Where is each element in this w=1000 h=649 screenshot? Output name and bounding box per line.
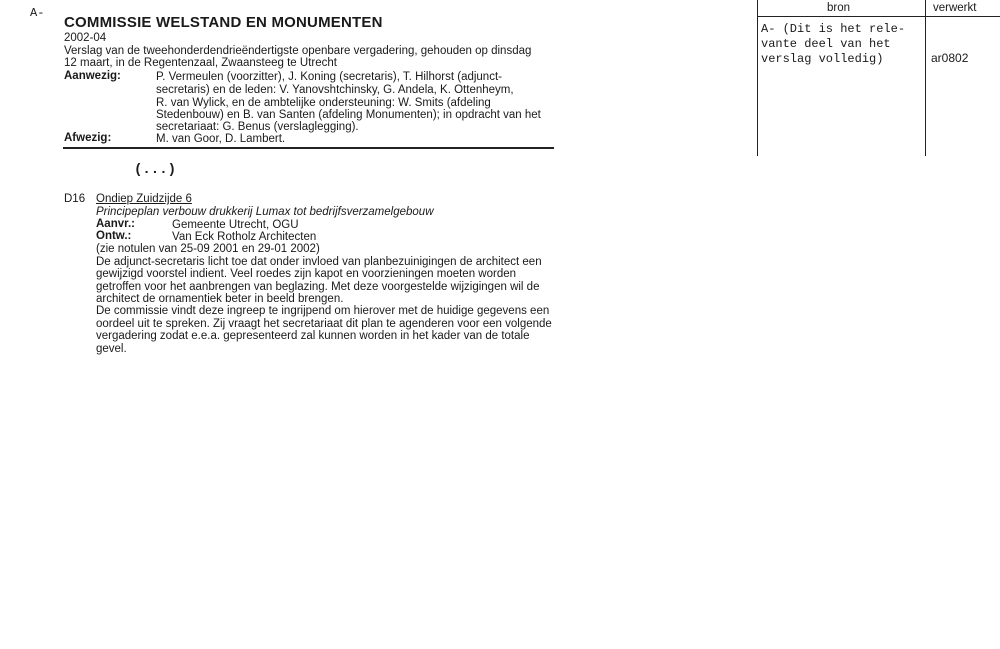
item-subject: Principeplan verbouw drukkerij Lumax tot bedrijfsverzamelgebouw — [96, 206, 434, 218]
source-table — [757, 0, 1000, 156]
processed-code: ar0802 — [931, 51, 969, 65]
designer-value: Van Eck Rotholz Architecten — [172, 231, 317, 243]
item-body-line-6: oordeel uit te spreken. Zij vraagt het secretariaat dit plan te agenderen voor een volgende — [96, 318, 552, 330]
meeting-summary-line-1: Verslag van de tweehonderdendrieëndertigste openbare vergadering, gehouden op dinsdag — [64, 45, 532, 57]
source-table-column-divider — [925, 0, 926, 156]
meeting-code: 2002-04 — [64, 32, 107, 44]
item-body-line-7: vergadering zodat e.e.a. gepresenteerd zal kunnen worden in het kader van de totale — [96, 330, 530, 342]
applicant-label: Aanvr.: — [96, 218, 135, 230]
document-title: COMMISSIE WELSTAND EN MONUMENTEN — [64, 14, 383, 31]
processed-column-header: verwerkt — [933, 2, 977, 14]
item-number: D16 — [64, 193, 86, 205]
absent-value: M. van Goor, D. Lambert. — [156, 133, 286, 145]
page-marker: A- — [30, 6, 45, 20]
item-body-line-3: getroffen voor het aanbrengen van beglazing. Met deze voorgestelde wijzigingen wil de — [96, 281, 540, 293]
source-note-line-2: vante deel van het — [761, 37, 891, 51]
absent-label: Afwezig: — [64, 132, 112, 144]
source-note-line-3: verslag volledig) — [761, 52, 884, 66]
present-line-2: secretaris) en de leden: V. Yanovshtchinsky, G. Andela, K. Ottenheym, — [156, 84, 514, 96]
source-column-header: bron — [827, 2, 851, 14]
applicant-value: Gemeente Utrecht, OGU — [172, 219, 299, 231]
item-body-line-5: De commissie vindt deze ingreep te ingrijpend om hierover met de huidige gegevens een — [96, 305, 550, 317]
source-table-header-divider — [757, 16, 1000, 17]
present-line-5: secretariaat: G. Benus (verslaglegging). — [156, 121, 359, 133]
source-note-line-1: A- (Dit is het rele- — [761, 22, 906, 36]
source-table-left-border — [757, 0, 758, 156]
item-body-line-8: gevel. — [96, 343, 127, 355]
item-reference: (zie notulen van 25-09 2001 en 29-01 2002) — [96, 243, 320, 255]
designer-label: Ontw.: — [96, 230, 132, 242]
present-line-1: P. Vermeulen (voorzitter), J. Koning (secretaris), T. Hilhorst (adjunct- — [156, 71, 502, 83]
item-body-line-4: architect de ornamentiek beter in beeld brengen. — [96, 293, 344, 305]
meeting-summary-line-2: 12 maart, in de Regentenzaal, Zwaansteeg te Utrecht — [64, 57, 337, 69]
present-line-4: Stedenbouw) en B. van Santen (afdeling Monumenten); in opdracht van het — [156, 109, 541, 121]
item-body-line-1: De adjunct-secretaris licht toe dat onder invloed van planbezuinigingen de architect een — [96, 256, 542, 268]
item-location: Ondiep Zuidzijde 6 — [96, 193, 192, 205]
header-divider — [63, 147, 554, 149]
omission-marker: (...) — [134, 162, 177, 178]
present-line-3: R. van Wylick, en de ambtelijke ondersteuning: W. Smits (afdeling — [156, 97, 491, 109]
present-label: Aanwezig: — [64, 70, 121, 82]
item-body-line-2: gewijzigd voorstel indient. Veel roedes zijn kapot en voorzieningen moeten worden — [96, 268, 517, 280]
